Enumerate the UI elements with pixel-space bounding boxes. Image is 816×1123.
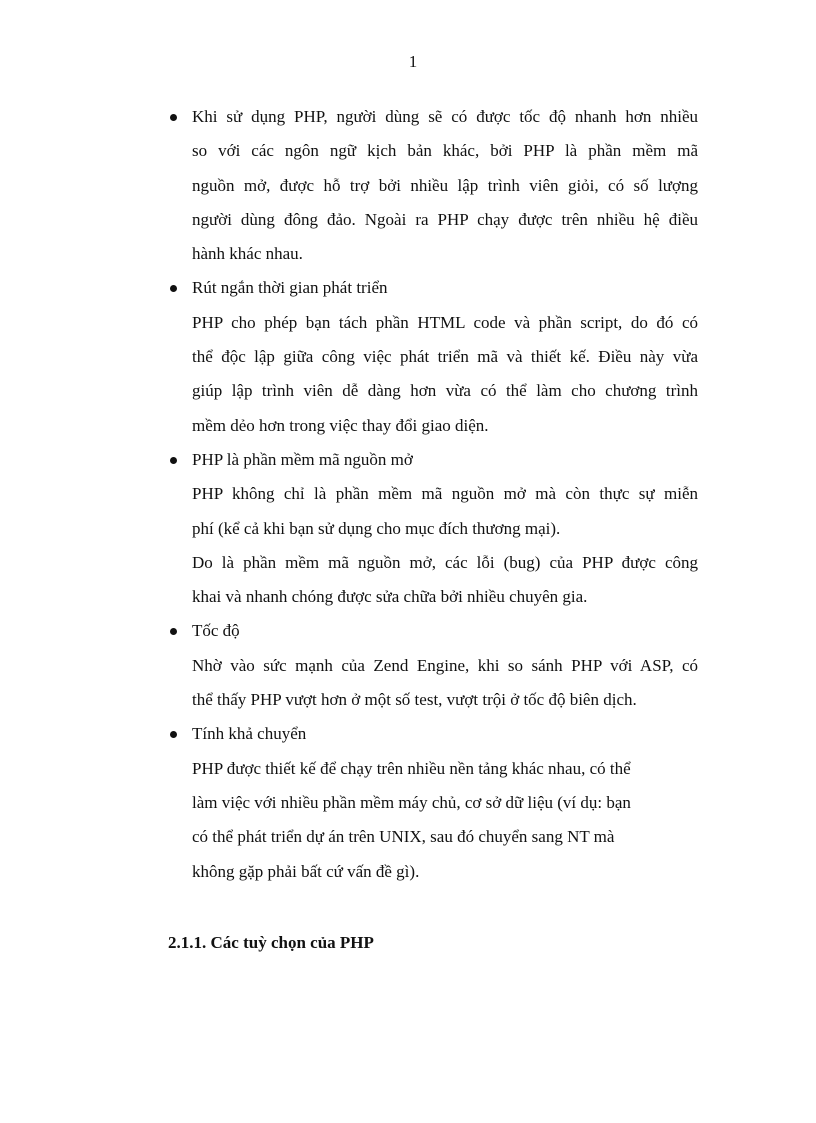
- bullet-icon: [170, 628, 177, 635]
- bullet-item-open-source: [168, 443, 698, 614]
- paragraph-line: không gặp phải bất cứ vấn đề gì).: [192, 861, 420, 881]
- section-heading: 2.1.1. Các tuỳ chọn của PHP: [168, 933, 374, 952]
- paragraph-line: người dùng đông đảo. Ngoài ra PHP chạy được trên nhiều hệ điều: [192, 209, 698, 229]
- paragraph-line: thể thấy PHP vượt hơn ở một số test, vượt trội ở tốc độ biên dịch.: [192, 690, 637, 710]
- paragraph-line: phí (kể cả khi bạn sử dụng cho mục đích thương mại).: [192, 518, 561, 538]
- bullet-list: [168, 100, 698, 889]
- paragraph-line: mềm dẻo hơn trong việc thay đổi giao diện.: [192, 415, 489, 435]
- paragraph-line: PHP được thiết kế để chạy trên nhiều nền tảng khác nhau, có thể: [192, 758, 631, 778]
- bullet-item-speed: [168, 614, 698, 717]
- paragraph-line: thể độc lập giữa công việc phát triển mã và thiết kế. Điều này vừa: [192, 347, 698, 367]
- bullet-item-performance: [168, 100, 698, 271]
- bullet-icon: [170, 457, 177, 464]
- bullet-title: Tính khả chuyển: [192, 724, 307, 744]
- paragraph-line: Do là phần mềm mã nguồn mở, các lỗi (bug) của PHP được công: [192, 552, 698, 572]
- paragraph-line: nguồn mở, được hỗ trợ bởi nhiều lập trình viên giỏi, có số lượng: [192, 175, 698, 195]
- bullet-icon: [170, 114, 177, 121]
- paragraph-line: hành khác nhau.: [192, 244, 303, 264]
- paragraph-line: làm việc với nhiều phần mềm máy chủ, cơ sở dữ liệu (ví dụ: bạn: [192, 792, 631, 812]
- paragraph-line: so với các ngôn ngữ kịch bản khác, bởi PHP là phần mềm mã: [192, 141, 698, 161]
- paragraph-line: PHP cho phép bạn tách phần HTML code và phần script, do đó có: [192, 312, 698, 332]
- paragraph-line: Nhờ vào sức mạnh của Zend Engine, khi so sánh PHP với ASP, có: [192, 655, 698, 675]
- paragraph-line: giúp lập trình viên dễ dàng hơn vừa có thể làm cho chương trình: [192, 381, 698, 401]
- bullet-icon: [170, 731, 177, 738]
- paragraph-line: PHP không chỉ là phần mềm mã nguồn mở mà còn thực sự miễn: [192, 484, 698, 504]
- bullet-item-portability: [168, 717, 698, 888]
- paragraph-line: khai và nhanh chóng được sửa chữa bởi nhiều chuyên gia.: [192, 587, 588, 607]
- bullet-title: Rút ngắn thời gian phát triển: [192, 278, 388, 298]
- page-number: 1: [408, 52, 418, 71]
- bullet-icon: [170, 285, 177, 292]
- paragraph-line: có thể phát triển dự án trên UNIX, sau đó chuyển sang NT mà: [192, 827, 615, 847]
- bullet-item-dev-time: [168, 271, 698, 442]
- bullet-title: PHP là phần mềm mã nguồn mở: [192, 449, 413, 469]
- paragraph-line: Khi sử dụng PHP, người dùng sẽ có được tốc độ nhanh hơn nhiều: [192, 107, 698, 126]
- bullet-title: Tốc độ: [192, 621, 240, 641]
